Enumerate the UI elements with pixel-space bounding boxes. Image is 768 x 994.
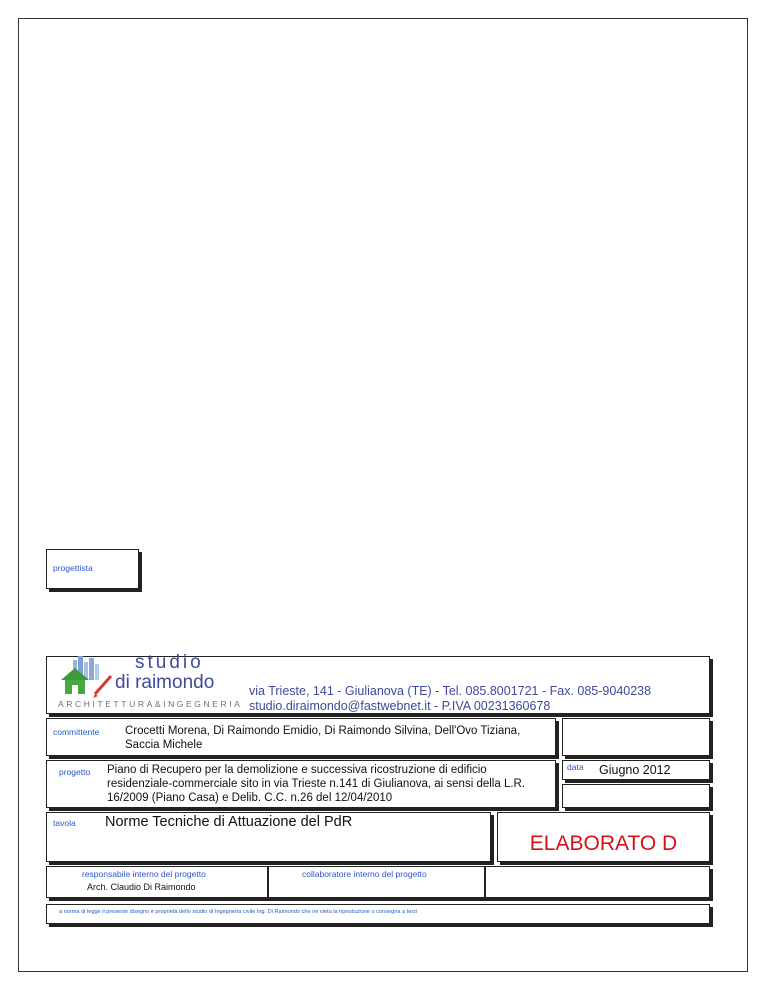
footer-note: a norma di legge il presente disegno è proprietà dello studio di Ingegneria civile Ing. Di Raimondo che ne vieta la riproduzione o consegna a terzi xyxy=(59,909,418,915)
logo-studio-text: studio xyxy=(135,652,204,673)
progetto-value: Piano di Recupero per la demolizione e successiva ricostruzione di edificio residenziale-commerciale sito in via Trieste n.141 di Giulianova, ai sensi della L.R. 16/2009 (Piano Casa) e Delib. C.C. n.26 del 12/04/2010 xyxy=(107,764,526,804)
data-label: data xyxy=(567,762,584,772)
data-value: Giugno 2012 xyxy=(599,763,671,777)
committente-value: Crocetti Morena, Di Raimondo Emidio, Di Raimondo Silvina, Dell'Ovo Tiziana, Saccia Michele xyxy=(125,725,521,751)
committente-label: committente xyxy=(53,727,100,737)
responsabile-box xyxy=(46,866,268,898)
studio-address: via Trieste, 141 - Giulianova (TE) - Tel. 085.8001721 - Fax. 085-9040238 xyxy=(249,684,652,698)
collaboratore-label: collaboratore interno del progetto xyxy=(302,869,427,879)
logo-subtitle: ARCHITETTURA&INGEGNERIA xyxy=(58,699,243,709)
tavola-label: tavola xyxy=(53,818,76,828)
responsabile-label: responsabile interno del progetto xyxy=(82,869,206,879)
house-icon xyxy=(55,654,115,699)
responsabile-value: Arch. Claudio Di Raimondo xyxy=(87,882,196,892)
logo-name-text: di raimondo xyxy=(115,672,215,693)
elaborato-box xyxy=(497,812,710,862)
tavola-box xyxy=(46,812,491,862)
committente-box xyxy=(46,718,556,756)
collaboratore-box xyxy=(268,866,485,898)
progetto-label: progetto xyxy=(59,767,91,777)
progettista-label: progettista xyxy=(53,563,93,573)
elaborato-title: ELABORATO D xyxy=(529,832,678,855)
right-empty-box-bottom xyxy=(485,866,710,898)
studio-contact: studio.diraimondo@fastwebnet.it - P.IVA 00231360678 xyxy=(249,699,551,713)
data-box xyxy=(562,760,710,780)
tavola-value: Norme Tecniche di Attuazione del PdR xyxy=(105,814,353,830)
right-empty-box-mid xyxy=(562,784,710,808)
studio-logo xyxy=(55,654,241,718)
progettista-box xyxy=(46,549,139,589)
footer-note-box xyxy=(46,904,710,924)
right-empty-box-top xyxy=(562,718,710,756)
progetto-box xyxy=(46,760,556,808)
